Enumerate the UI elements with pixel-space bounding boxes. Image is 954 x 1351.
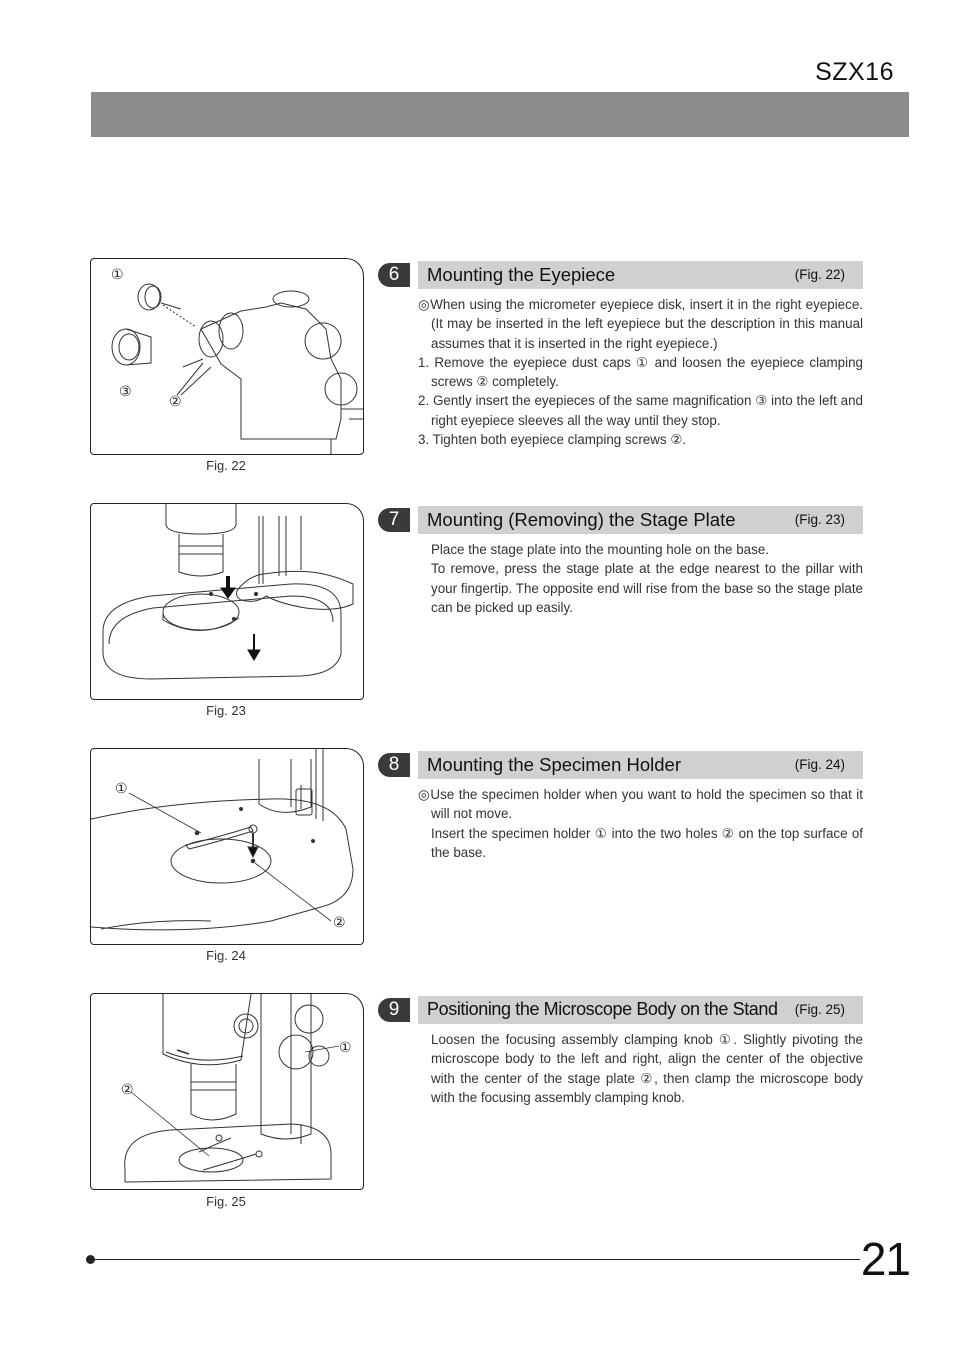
figure-reference: (Fig. 23) (794, 512, 845, 527)
step-item: 2. Gently insert the eyepieces of the same magnification ③ into the left and right eyepiece sleeves all the way until they stop. (418, 393, 863, 428)
figure-reference: (Fig. 22) (794, 267, 845, 282)
section-number: 7 (378, 508, 410, 532)
section-title-bar (418, 261, 863, 289)
section-number: 9 (378, 998, 410, 1022)
section-mounting-eyepiece (378, 261, 863, 449)
figure-caption: Fig. 24 (206, 948, 246, 963)
figure-23-stage-plate-illustration (90, 503, 364, 700)
callout-2: ② (121, 1081, 134, 1097)
section-title: Mounting the Specimen Holder (427, 754, 682, 775)
section-title: Mounting (Removing) the Stage Plate (427, 509, 736, 530)
section-mounting-specimen-holder (378, 751, 863, 862)
figure-caption: Fig. 25 (206, 1194, 246, 1209)
section-heading (378, 261, 863, 289)
section-positioning-microscope-body (378, 996, 863, 1107)
figure-caption: Fig. 23 (206, 703, 246, 718)
step-item: 1. Remove the eyepiece dust caps ① and loosen the eyepiece clamping screws ② completely. (418, 354, 863, 390)
figure-25-microscope-positioning-illustration (90, 993, 364, 1190)
section-mounting-stage-plate (378, 506, 863, 617)
section-heading (378, 751, 863, 779)
figure-caption: Fig. 22 (206, 458, 246, 473)
body-paragraph: Loosen the focusing assembly clamping knob ①. Slightly pivoting the microscope body to the left and right, align the center of the objective with the center of the stage plate ②, then clamp the microscope body with the focusing assembly clamping knob. (431, 1032, 863, 1105)
step-item: 3. Tighten both eyepiece clamping screws ②. (418, 432, 687, 448)
model-name: SZX16 (815, 58, 894, 86)
section-number: 8 (378, 753, 410, 777)
body-paragraph: Place the stage plate into the mounting hole on the base. (431, 542, 769, 557)
body-paragraph: To remove, press the stage plate at the edge nearest to the pillar with your fingertip. The opposite end will rise from the base so the stage plate can be picked up easily. (431, 561, 863, 615)
figure-reference: (Fig. 25) (794, 1002, 845, 1017)
section-heading (378, 996, 863, 1024)
header-bar (91, 92, 909, 137)
section-heading (378, 506, 863, 534)
note-paragraph: ◎Use the specimen holder when you want to hold the specimen so that it will not move. (418, 787, 863, 822)
callout-2: ② (333, 914, 346, 930)
callout-1: ① (339, 1039, 352, 1055)
page-number: 21 (860, 1233, 910, 1285)
footer-rule (90, 1259, 860, 1260)
section-title: Positioning the Microscope Body on the Stand (427, 999, 778, 1019)
callout-1: ① (115, 780, 128, 796)
callout-1: ① (111, 266, 124, 282)
note-paragraph: ◎When using the micrometer eyepiece disk, insert it in the right eyepiece. (It may be inserted in the left eyepiece but the description in this manual assumes that it is inserted in the right eyepiece.) (418, 297, 863, 351)
callout-3: ③ (119, 383, 132, 399)
figure-24-specimen-holder-illustration (90, 748, 364, 945)
section-number: 6 (378, 263, 410, 287)
callout-2: ② (169, 393, 182, 409)
figure-reference: (Fig. 24) (794, 757, 845, 772)
body-paragraph: Insert the specimen holder ① into the two holes ② on the top surface of the base. (431, 825, 863, 860)
section-title: Mounting the Eyepiece (427, 264, 616, 285)
section-title-bar (418, 996, 863, 1024)
figure-22-eyepiece-illustration (90, 258, 364, 455)
section-title-bar (418, 751, 863, 779)
section-title-bar (418, 506, 863, 534)
